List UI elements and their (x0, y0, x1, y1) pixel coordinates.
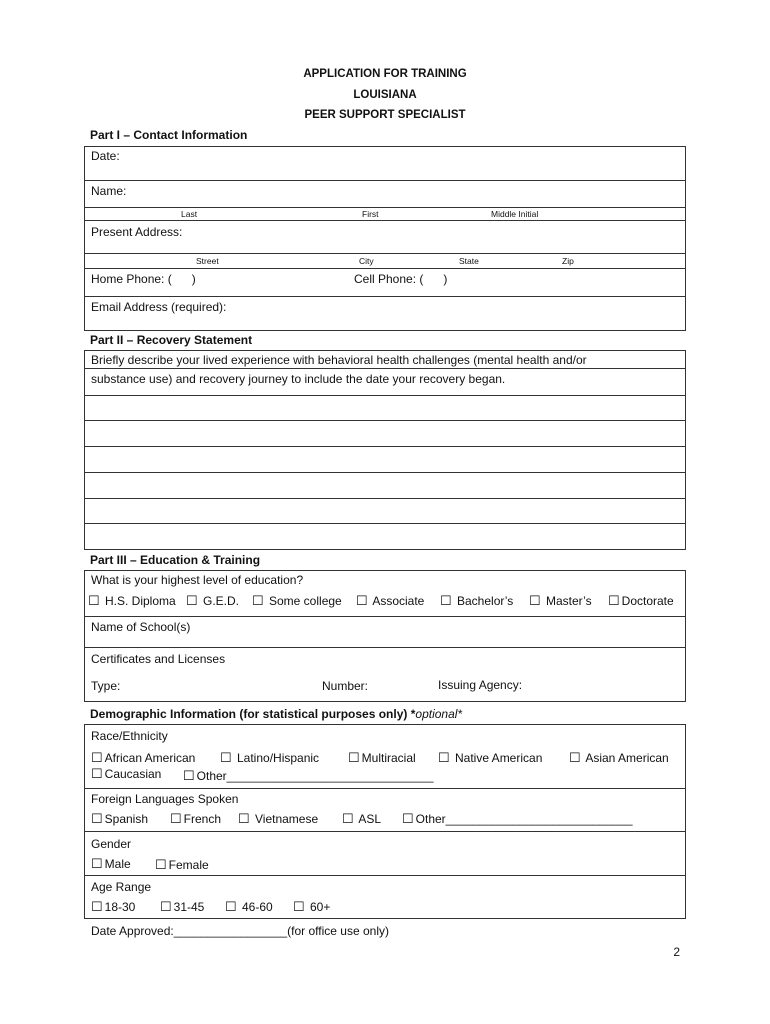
edu-option-doctorate[interactable] (608, 593, 674, 609)
age-option-label: 18-30 (104, 900, 136, 914)
checkbox-icon[interactable]: ☐ (220, 750, 232, 765)
home-phone-field[interactable]: Home Phone: ( ) (91, 272, 196, 286)
gender-option-male[interactable] (91, 856, 131, 872)
age-label: Age Range (91, 880, 152, 894)
age-option-46-60[interactable] (225, 899, 273, 915)
demographics-title: Demographic Information (for statistical purposes only) * (90, 707, 416, 721)
lang-option-label: Spanish (104, 812, 149, 826)
age-option-label: 46-60 (242, 900, 273, 914)
checkbox-icon[interactable]: ☐ (183, 768, 195, 783)
cert-number-field[interactable]: Number: (322, 679, 369, 693)
name-sub-middle: Middle Initial (491, 209, 539, 219)
edu-option-label: Associate (372, 594, 425, 608)
checkbox-icon[interactable]: ☐ (608, 593, 620, 608)
edu-option-label: Bachelor’s (457, 594, 514, 608)
school-name-field[interactable]: Name of School(s) (91, 620, 191, 634)
race-option-label: Other_______________________________ (196, 769, 434, 783)
gender-option-female[interactable] (155, 857, 209, 873)
recovery-prompt-line1: Briefly describe your lived experience with behavioral health challenges (mental health and/or (91, 353, 587, 367)
education-question: What is your highest level of education? (91, 573, 304, 587)
checkbox-icon[interactable]: ☐ (348, 750, 360, 765)
checkbox-icon[interactable]: ☐ (402, 811, 414, 826)
name-sub-first: First (362, 209, 379, 219)
lang-option-asl[interactable] (342, 811, 381, 827)
name-field[interactable]: Name: (91, 184, 127, 198)
edu-option-college[interactable] (252, 593, 342, 609)
checkbox-icon[interactable]: ☐ (88, 593, 100, 608)
date-field[interactable]: Date: (91, 149, 120, 163)
gender-label: Gender (91, 837, 132, 851)
checkbox-icon[interactable]: ☐ (160, 899, 172, 914)
certs-label: Certificates and Licenses (91, 652, 226, 666)
race-option-other[interactable] (183, 768, 434, 784)
address-sub-city: City (359, 256, 374, 266)
checkbox-icon[interactable]: ☐ (91, 899, 103, 914)
edu-option-ged[interactable] (186, 593, 239, 609)
cert-type-field[interactable]: Type: (91, 679, 121, 693)
checkbox-icon[interactable]: ☐ (91, 750, 103, 765)
form-title-line1: APPLICATION FOR TRAINING (303, 68, 467, 80)
checkbox-icon[interactable]: ☐ (91, 766, 103, 781)
date-approved-field[interactable]: Date Approved:_________________(for office use only) (91, 924, 390, 938)
address-sub-state: State (459, 256, 479, 266)
checkbox-icon[interactable]: ☐ (569, 750, 581, 765)
edu-option-label: Master’s (546, 594, 592, 608)
checkbox-icon[interactable]: ☐ (293, 899, 305, 914)
part1-heading: Part I – Contact Information (90, 128, 248, 142)
checkbox-icon[interactable]: ☐ (186, 593, 198, 608)
checkbox-icon[interactable]: ☐ (356, 593, 368, 608)
gender-option-label: Female (168, 858, 209, 872)
race-option-asian-american[interactable] (569, 750, 669, 766)
edu-option-hs[interactable] (88, 593, 176, 609)
checkbox-icon[interactable]: ☐ (342, 811, 354, 826)
checkbox-icon[interactable]: ☐ (440, 593, 452, 608)
edu-option-bachelors[interactable] (440, 593, 513, 609)
cert-agency-field[interactable]: Issuing Agency: (438, 678, 523, 692)
form-title-line2: LOUISIANA (353, 89, 417, 101)
lang-option-label: ASL (358, 812, 382, 826)
race-option-multiracial[interactable] (348, 750, 416, 766)
edu-option-masters[interactable] (529, 593, 592, 609)
demographics-heading (90, 707, 462, 721)
edu-option-label: H.S. Diploma (105, 594, 176, 608)
race-option-label: Latino/Hispanic (237, 751, 320, 765)
lang-option-spanish[interactable] (91, 811, 148, 827)
checkbox-icon[interactable]: ☐ (238, 811, 250, 826)
lang-option-vietnamese[interactable] (238, 811, 318, 827)
race-option-label: Caucasian (104, 767, 162, 781)
age-option-label: 31-45 (173, 900, 205, 914)
lang-option-label: French (183, 812, 222, 826)
checkbox-icon[interactable]: ☐ (252, 593, 264, 608)
age-option-60-plus[interactable] (293, 899, 330, 915)
age-option-18-30[interactable] (91, 899, 135, 915)
race-option-label: Native American (455, 751, 543, 765)
race-option-label: African American (104, 751, 196, 765)
edu-option-associate[interactable] (356, 593, 424, 609)
form-title-line3: PEER SUPPORT SPECIALIST (304, 109, 466, 121)
checkbox-icon[interactable]: ☐ (438, 750, 450, 765)
edu-option-label: G.E.D. (203, 594, 240, 608)
address-sub-street: Street (196, 256, 219, 266)
address-sub-zip: Zip (562, 256, 574, 266)
lang-option-label: Other____________________________ (415, 812, 633, 826)
checkbox-icon[interactable]: ☐ (155, 857, 167, 872)
cell-phone-field[interactable]: Cell Phone: ( ) (354, 272, 448, 286)
race-option-label: Asian American (585, 751, 669, 765)
education-box (84, 570, 686, 702)
optional-note: optional* (415, 707, 463, 721)
page-number: 2 (673, 945, 680, 959)
language-label: Foreign Languages Spoken (91, 792, 239, 806)
age-option-31-45[interactable] (160, 899, 204, 915)
gender-option-label: Male (104, 857, 131, 871)
race-option-native-american[interactable] (438, 750, 542, 766)
name-sub-last: Last (181, 209, 198, 219)
age-option-label: 60+ (310, 900, 331, 914)
race-option-african-american[interactable] (91, 750, 195, 766)
checkbox-icon[interactable]: ☐ (170, 811, 182, 826)
race-option-caucasian[interactable] (91, 766, 161, 782)
edu-option-label: Doctorate (621, 594, 674, 608)
part2-heading: Part II – Recovery Statement (90, 333, 253, 347)
checkbox-icon[interactable]: ☐ (91, 856, 103, 871)
race-label: Race/Ethnicity (91, 729, 168, 743)
checkbox-icon[interactable]: ☐ (225, 899, 237, 914)
race-option-latino[interactable] (220, 750, 319, 766)
recovery-prompt-line2: substance use) and recovery journey to include the date your recovery began. (91, 372, 506, 386)
part3-heading: Part III – Education & Training (90, 553, 261, 567)
email-field[interactable]: Email Address (required): (91, 300, 227, 314)
checkbox-icon[interactable]: ☐ (529, 593, 541, 608)
lang-option-label: Vietnamese (255, 812, 319, 826)
lang-option-french[interactable] (170, 811, 221, 827)
checkbox-icon[interactable]: ☐ (91, 811, 103, 826)
race-option-label: Multiracial (361, 751, 416, 765)
edu-option-label: Some college (269, 594, 342, 608)
lang-option-other[interactable] (402, 811, 633, 827)
address-field[interactable]: Present Address: (91, 225, 183, 239)
